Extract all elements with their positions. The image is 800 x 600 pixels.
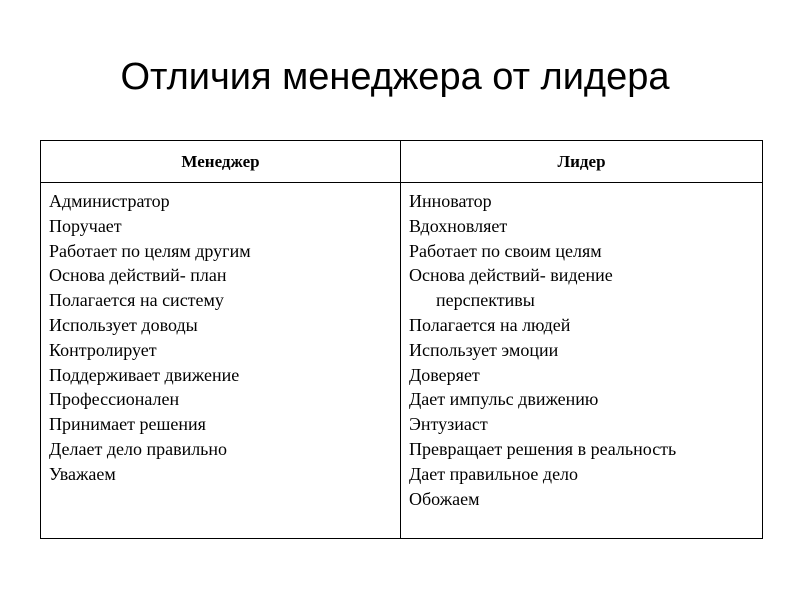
list-item: Превращает решения в реальность bbox=[409, 438, 677, 459]
header-manager: Менеджер bbox=[41, 141, 401, 183]
comparison-table bbox=[40, 140, 763, 539]
list-item: Работает по целям другим bbox=[49, 240, 251, 261]
list-item: Основа действий- план bbox=[49, 265, 227, 286]
list-item: Поддерживает движение bbox=[49, 364, 240, 385]
list-item: Уважаем bbox=[49, 463, 116, 484]
list-item: Обожаем bbox=[409, 488, 480, 509]
list-item: Профессионален bbox=[49, 389, 180, 410]
list-item: Полагается на систему bbox=[49, 290, 224, 311]
table-header-row bbox=[41, 141, 763, 183]
list-item: Администратор bbox=[49, 191, 170, 211]
table-row bbox=[41, 183, 763, 539]
list-item: Контролирует bbox=[49, 339, 157, 360]
header-leader: Лидер bbox=[401, 141, 763, 183]
manager-list bbox=[41, 183, 400, 487]
list-item: Работает по своим целям bbox=[409, 240, 602, 261]
list-item: Делает дело правильно bbox=[49, 438, 228, 459]
list-item: Вдохновляет bbox=[409, 215, 508, 236]
list-item: Принимает решения bbox=[49, 414, 206, 435]
list-item: Дает правильное дело bbox=[409, 463, 579, 484]
list-item: Использует эмоции bbox=[409, 339, 559, 360]
list-item: Инноватор bbox=[409, 191, 492, 211]
list-item-continuation: перспективы bbox=[436, 290, 535, 311]
list-item: Основа действий- видение bbox=[409, 265, 613, 286]
manager-cell bbox=[41, 183, 401, 539]
slide-title: Отличия менеджера от лидера bbox=[120, 56, 670, 98]
leader-list bbox=[401, 183, 762, 511]
leader-cell bbox=[401, 183, 763, 539]
list-item: Поручает bbox=[49, 215, 122, 236]
list-item: Энтузиаст bbox=[409, 414, 488, 435]
list-item: Дает импульс движению bbox=[409, 389, 599, 410]
list-item: Использует доводы bbox=[49, 314, 198, 335]
list-item: Полагается на людей bbox=[409, 314, 571, 335]
list-item: Доверяет bbox=[409, 364, 480, 385]
